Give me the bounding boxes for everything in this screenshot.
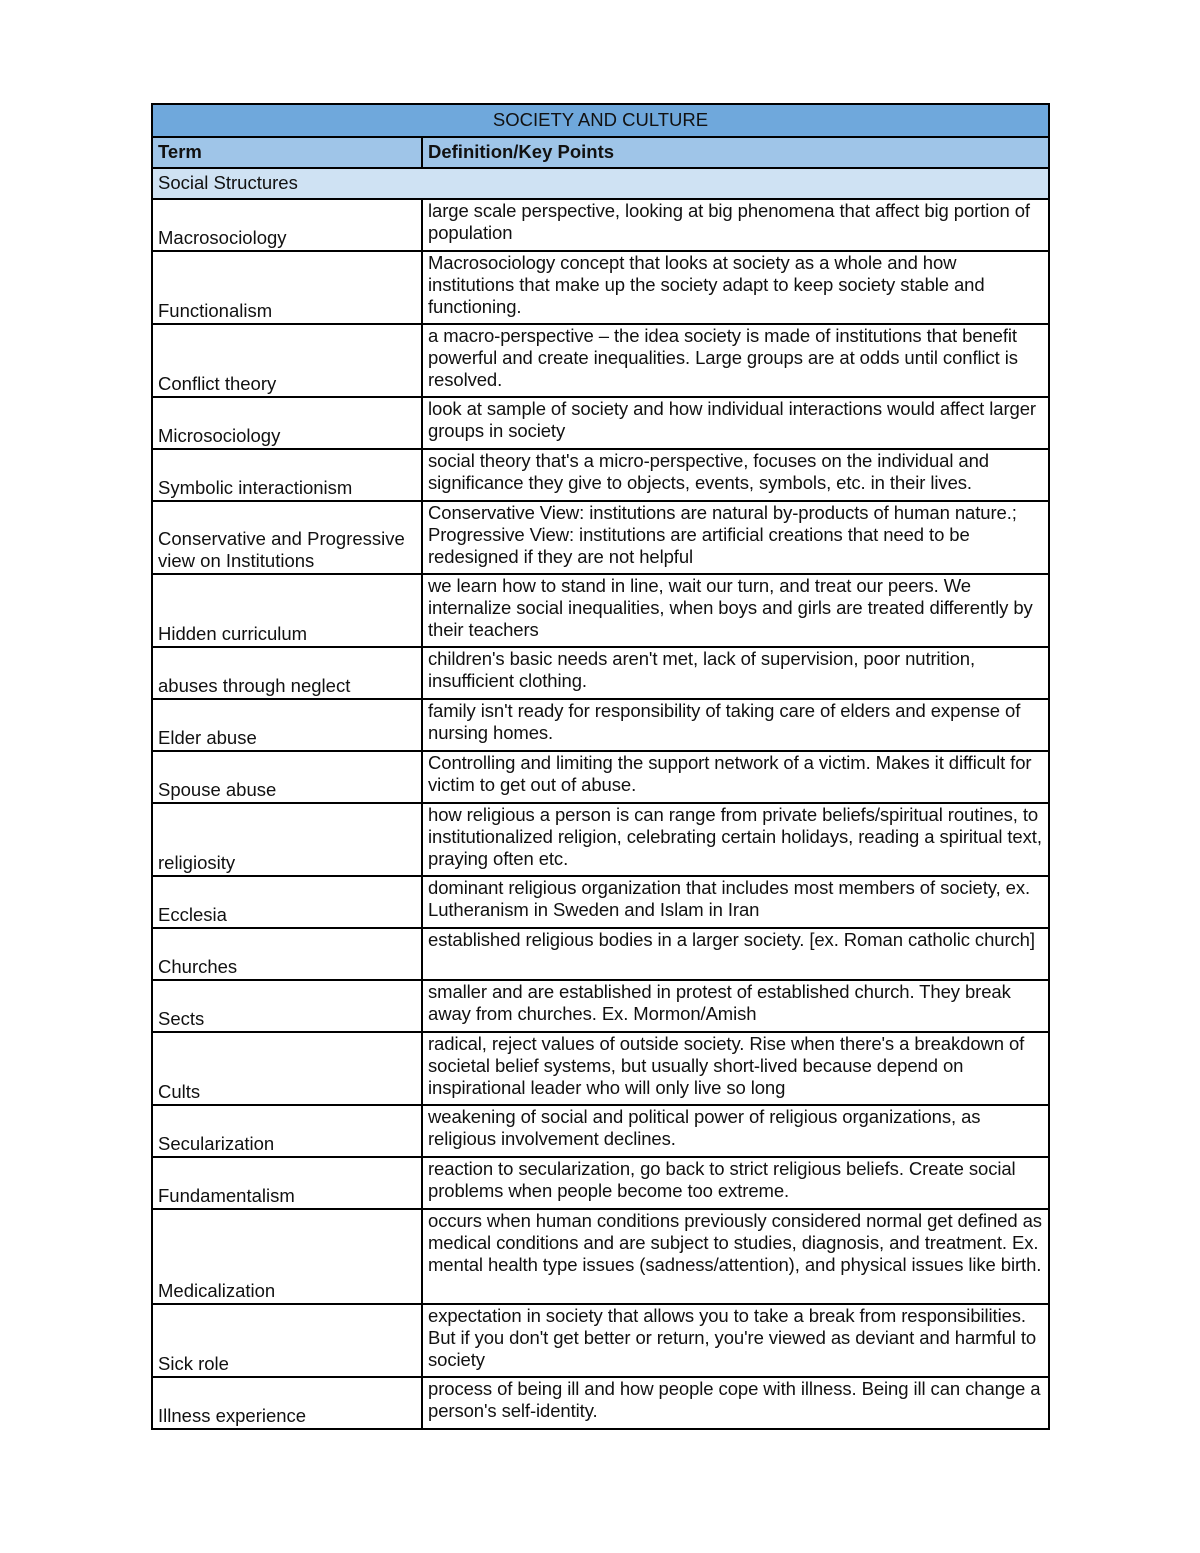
definition-cell: smaller and are established in protest of established church. They break away from churches. Ex. Mormon/Amish (422, 980, 1049, 1032)
term-cell: abuses through neglect (152, 647, 422, 699)
definition-cell: process of being ill and how people cope with illness. Being ill can change a person's self-identity. (422, 1377, 1049, 1429)
definition-cell: dominant religious organization that includes most members of society, ex. Lutheranism in Sweden and Islam in Iran (422, 876, 1049, 928)
table-row (152, 1157, 1049, 1209)
table-row (152, 928, 1049, 980)
term-cell: Medicalization (152, 1209, 422, 1304)
definition-cell: social theory that's a micro-perspective, focuses on the individual and significance they give to objects, events, symbols, etc. in their lives. (422, 449, 1049, 501)
definition-cell: Controlling and limiting the support network of a victim. Makes it difficult for victim to get out of abuse. (422, 751, 1049, 803)
table-row (152, 1105, 1049, 1157)
term-cell: religiosity (152, 803, 422, 876)
table-row (152, 1377, 1049, 1429)
definition-cell: expectation in society that allows you to take a break from responsibilities. But if you don't get better or return, you're viewed as deviant and harmful to society (422, 1304, 1049, 1377)
term-cell: Spouse abuse (152, 751, 422, 803)
table-row (152, 449, 1049, 501)
definition-cell: weakening of social and political power of religious organizations, as religious involvement declines. (422, 1105, 1049, 1157)
definition-cell: radical, reject values of outside society. Rise when there's a breakdown of societal belief systems, but usually short-lived because depend on inspirational leader who will only live so long (422, 1032, 1049, 1105)
term-cell: Microsociology (152, 397, 422, 449)
term-cell: Sick role (152, 1304, 422, 1377)
definition-cell: occurs when human conditions previously considered normal get defined as medical conditions and are subject to studies, diagnosis, and treatment. Ex. mental health type issues (sadness/attention), and physical issues like birth. (422, 1209, 1049, 1304)
term-column-header: Term (152, 137, 422, 168)
definition-cell: children's basic needs aren't met, lack of supervision, poor nutrition, insufficient clothing. (422, 647, 1049, 699)
table-row (152, 699, 1049, 751)
term-cell: Macrosociology (152, 199, 422, 251)
definition-cell: reaction to secularization, go back to strict religious beliefs. Create social problems when people become too extreme. (422, 1157, 1049, 1209)
definition-cell: Macrosociology concept that looks at society as a whole and how institutions that make up the society adapt to keep society stable and functioning. (422, 251, 1049, 324)
table-row (152, 251, 1049, 324)
definition-column-header: Definition/Key Points (422, 137, 1049, 168)
definition-cell: we learn how to stand in line, wait our turn, and treat our peers. We internalize social inequalities, when boys and girls are treated differently by their teachers (422, 574, 1049, 647)
term-cell: Churches (152, 928, 422, 980)
term-cell: Ecclesia (152, 876, 422, 928)
term-cell: Fundamentalism (152, 1157, 422, 1209)
table-row (152, 876, 1049, 928)
table-row (152, 803, 1049, 876)
definition-cell: look at sample of society and how individual interactions would affect larger groups in society (422, 397, 1049, 449)
table-row (152, 1032, 1049, 1105)
definition-cell: established religious bodies in a larger society. [ex. Roman catholic church] (422, 928, 1049, 980)
definition-cell: family isn't ready for responsibility of taking care of elders and expense of nursing homes. (422, 699, 1049, 751)
table-title: SOCIETY AND CULTURE (152, 104, 1049, 137)
header-row (152, 137, 1049, 168)
section-title: Social Structures (152, 168, 1049, 199)
definition-cell: a macro-perspective – the idea society is made of institutions that benefit powerful and create inequalities. Large groups are at odds until conflict is resolved. (422, 324, 1049, 397)
term-cell: Symbolic interactionism (152, 449, 422, 501)
term-cell: Elder abuse (152, 699, 422, 751)
term-cell: Illness experience (152, 1377, 422, 1429)
term-cell: Hidden curriculum (152, 574, 422, 647)
table-row (152, 980, 1049, 1032)
table-row (152, 324, 1049, 397)
definition-cell: Conservative View: institutions are natural by-products of human nature.; Progressive View: institutions are artificial creations that need to be redesigned if they are not helpful (422, 501, 1049, 574)
term-cell: Conflict theory (152, 324, 422, 397)
term-cell: Cults (152, 1032, 422, 1105)
term-cell: Conservative and Progressive view on Institutions (152, 501, 422, 574)
table-row (152, 199, 1049, 251)
term-cell: Functionalism (152, 251, 422, 324)
table-row (152, 397, 1049, 449)
section-row (152, 168, 1049, 199)
table-row (152, 501, 1049, 574)
table-row (152, 1304, 1049, 1377)
table-row (152, 647, 1049, 699)
table-row (152, 1209, 1049, 1304)
term-cell: Secularization (152, 1105, 422, 1157)
terms-table (151, 103, 1050, 1430)
definition-cell: how religious a person is can range from private beliefs/spiritual routines, to institutionalized religion, celebrating certain holidays, reading a spiritual text, praying often etc. (422, 803, 1049, 876)
title-row (152, 104, 1049, 137)
table-row (152, 574, 1049, 647)
term-cell: Sects (152, 980, 422, 1032)
definition-cell: large scale perspective, looking at big phenomena that affect big portion of population (422, 199, 1049, 251)
table-row (152, 751, 1049, 803)
